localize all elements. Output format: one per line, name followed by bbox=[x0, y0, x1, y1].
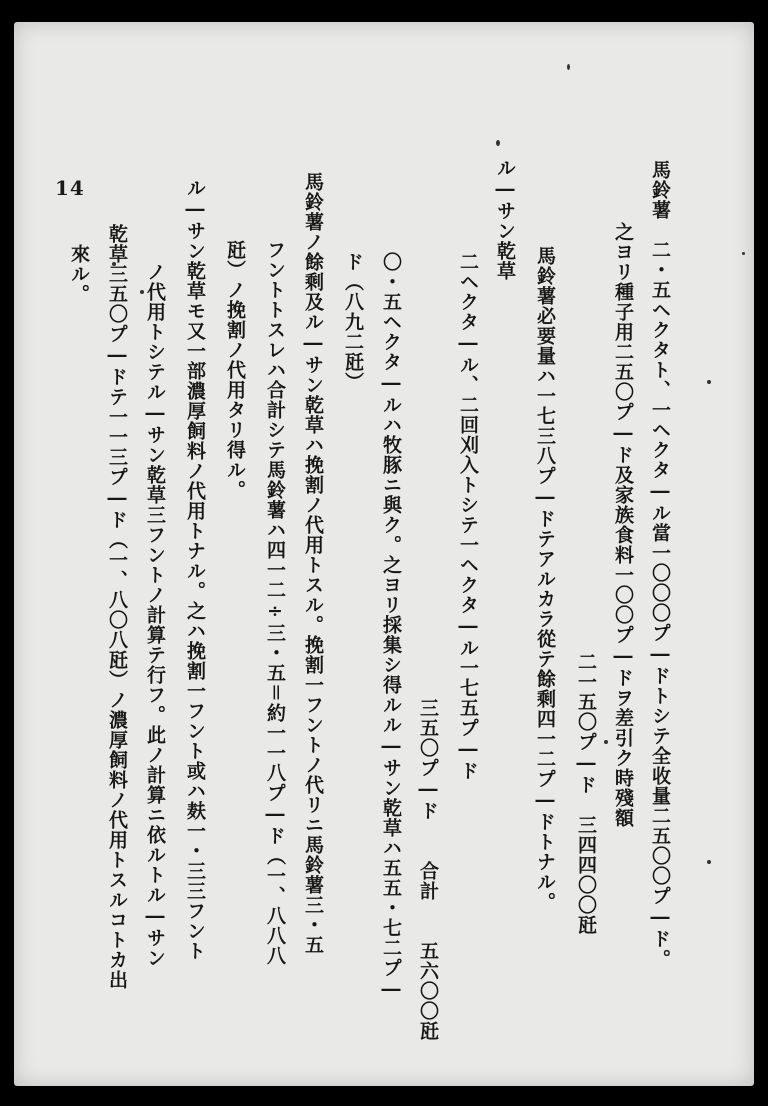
text-column-10: 馬鈴薯ノ餘剩及ル―サン乾草ハ挽割ノ代用トスル。挽割一フントノ代リニ馬鈴薯三・五 bbox=[302, 172, 324, 955]
text-column-12: 瓩）ノ挽割ノ代用タリ得ル。 bbox=[224, 240, 246, 500]
text-column-8: 〇・五ヘクタ―ルハ牧豚ニ與ク。之ヨリ採集シ得ルル―サン乾草ハ五五・七二プ― bbox=[380, 252, 402, 1001]
dust-speck bbox=[567, 64, 570, 70]
dust-speck bbox=[707, 860, 711, 864]
text-column-6: 二ヘクタ―ル、二回刈入トシテ一ヘクタ―ル一七五プ―ド bbox=[457, 252, 479, 781]
text-column-3: 二一五〇プ―ド 三四四〇〇瓩 bbox=[575, 652, 597, 935]
text-column-11: フントトスレハ合計シテ馬鈴薯ハ四一二÷三・五＝約一一八プ―ド（一、八八八 bbox=[264, 240, 286, 966]
text-column-16: 來ル。 bbox=[68, 244, 90, 304]
dust-speck bbox=[604, 740, 608, 744]
text-column-14: ノ代用トシテル―サン乾草三フントノ計算テ行フ。此ノ計算ニ依ルトル―サン bbox=[144, 262, 166, 968]
text-column-1: 馬鈴薯 二・五ヘクタト、一ヘクタ―ル當一〇〇〇プ―ドトシテ全收量二五〇〇プ―ド。 bbox=[649, 160, 671, 969]
page-number: 14 bbox=[55, 176, 85, 200]
text-column-4: 馬鈴薯必要量ハ一七三八プ―ドテアルカラ從テ餘剩四一二プ―ドトナル。 bbox=[534, 246, 556, 912]
text-column-15: 乾草三五〇プ―ドテ一一三プ―ド（一、八〇八瓩）ノ濃厚飼料ノ代用トスルコトカ出 bbox=[106, 224, 128, 990]
text-column-5: ル―サン乾草 bbox=[494, 158, 516, 281]
text-column-9: ド（八九二瓩） bbox=[342, 252, 364, 392]
text-column-2: 之ヨリ種子用二五〇プ―ド及家族食料一〇〇プ―ドヲ差引ク時殘額 bbox=[612, 222, 634, 828]
text-column-7: 三五〇プ―ド 合計 五六〇〇瓩 bbox=[417, 698, 439, 1041]
text-column-13: ル―サン乾草モ又一部濃厚飼料ノ代用トナル。之ハ挽割一フント或ハ麸一・三三フント bbox=[184, 178, 206, 961]
dust-speck bbox=[742, 252, 745, 255]
dust-speck bbox=[707, 380, 711, 384]
dust-speck bbox=[496, 140, 500, 146]
